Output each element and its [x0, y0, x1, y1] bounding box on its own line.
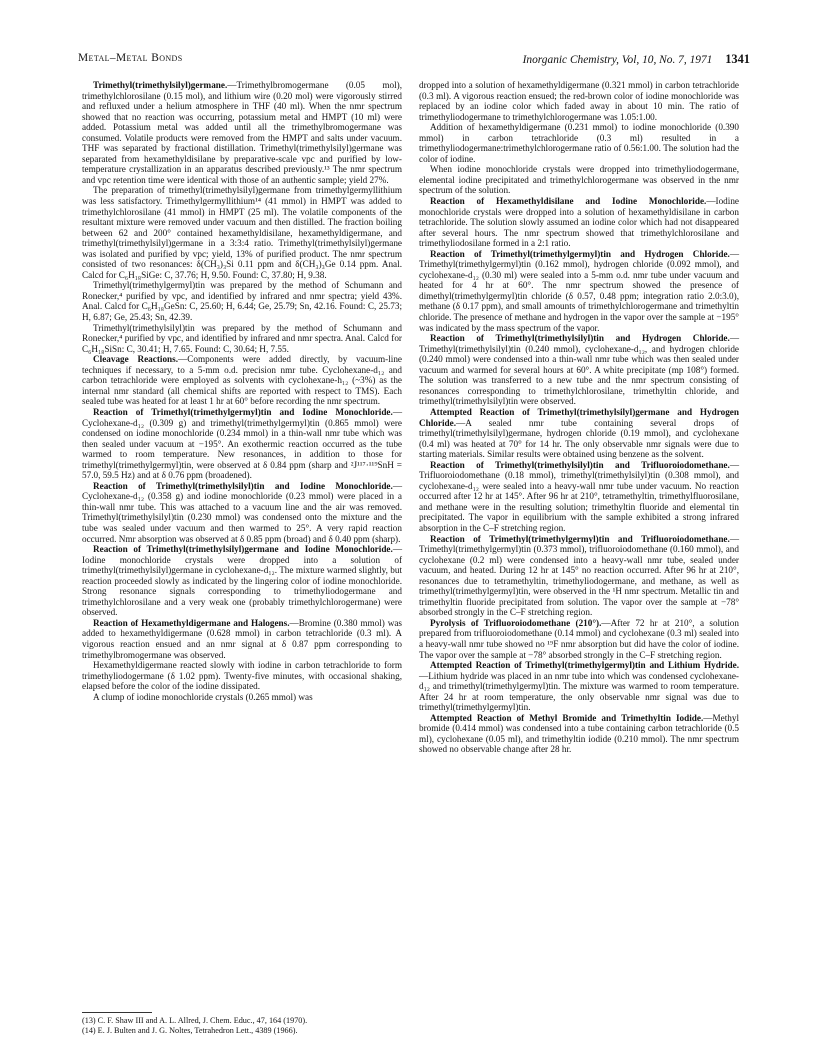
paragraph-text: —Iodine monochloride crystals were dropped into a solution of hexamethyldisilane in carbon tetrachloride. The solution slowly assumed an iodine color which had not disappeared after several hours. The nmr spectrum showed that trimethylchlorosilane and trimethyliodosilane formed in a 2:1 ratio.	[419, 196, 739, 249]
paragraph-text: —Trifluoroiodomethane (0.18 mmol), trimethyl(trimethylsilyl)tin (0.308 mmol), and cyclohexane-d₁₂ were sealed into a heavy-wall nmr tube under vacuum. No reaction occurred after 12 hr at 145°. After 96 hr at 210°, tetramethyltin, trimethylfluorosilane, and methane were in the resulting solution; trimethyltin fluoride and elemental tin precipitated. The vapor in equilibrium with the sample exhibited a strong infrared absorption in the C–F stretching region.	[419, 459, 739, 533]
paragraph-heading: Reaction of Trimethyl(trimethylsilyl)tin and Hydrogen Chloride.	[430, 333, 730, 344]
paragraph-text: —Trimethyl(trimethylsilyl)tin (0.240 mmol), cyclohexane-d₁₂, and hydrogen chloride (0.240 mmol) were condensed into a thin-wall nmr tube which was then sealed under vacuum and warmed for several hours at 60°. A white precipitate (mp 108°) formed. The solution was transferred to a new tube and the nmr spectrum consisting of resonances corresponding to trimethylchlorosilane, trimethyltin chloride, and trimethyl(trimethylsilyl)tin were observed.	[419, 333, 739, 407]
page-number: 1341	[725, 52, 750, 66]
paragraph	[82, 354, 402, 407]
paragraph	[419, 618, 739, 660]
paragraph-text: When iodine monochloride crystals were dropped into trimethyliodogermane, elemental iodine precipitated and trimethylchlorogermane was observed in the nmr spectrum of the solution.	[419, 164, 739, 196]
paragraph-text: The preparation of trimethyl(trimethylsilyl)germane from trimethylgermyllithium was less satisfactory. Trimethylgermyllithium¹⁴ (41 mmol) in HMPT was added to trimethylchlorosilane (41 mmol) in HMPT (25 ml). The volatile components of the resultant mixture were removed under vacuum and then distilled. The fraction boiling between 62 and 200° contained hexamethyldisilane, hexamethyldigermane, and trimethyl(trimethylsilyl)germane in a 3:3:4 ratio. Trimethyl(trimethylsilyl)germane was isolated and purified by vpc; yield, 13% of purified product. The nmr spectrum consisted of two resonances: δ(CH₃)₃Si 0.11 ppm and δ(CH₃)₃Ge 0.14 ppm. Anal. Calcd for C₆H₁₈SiGe: C, 37.76; H, 9.50. Found: C, 37.80; H, 9.38.	[82, 185, 402, 280]
journal-citation	[523, 52, 750, 67]
paragraph-text: Trimethyl(trimethylgermyl)tin was prepared by the method of Schumann and Ronecker,⁴ purified by vpc, and identified by infrared and nmr spectra; yield 43%. Anal. Calcd for C₆H₁₈GeSn: C, 25.60; H, 6.44; Ge, 25.79; Sn, 42.16. Found: C, 25.73; H, 6.87; Ge, 25.43; Sn, 42.39.	[82, 280, 402, 323]
paragraph-heading: Attempted Reaction of Trimethyl(trimethylsilyl)germane and Hydrogen Chloride.	[419, 406, 739, 428]
paragraph-heading: Pyrolysis of Trifluoroiodomethane (210°).	[430, 617, 602, 628]
paragraph-text: Trimethyl(trimethylsilyl)tin was prepared by the method of Schumann and Ronecker,⁴ purified by vpc, and identified by infrared and nmr spectra. Anal. Calcd for C₆H₁₈SiSn: C, 30.41; H, 7.65. Found: C, 30.64; H, 7.55.	[82, 322, 402, 354]
paragraph	[82, 185, 402, 280]
paragraph-heading: Reaction of Hexamethyldigermane and Halogens.	[93, 617, 290, 628]
paragraph	[419, 80, 739, 122]
paragraph	[419, 196, 739, 249]
paragraph-text: —Trimethyl(trimethylgermyl)tin (0.162 mmol), hydrogen chloride (0.092 mmol), and cyclohexane-d₁₂ (0.30 ml) were sealed into a 5-mm o.d. nmr tube under vacuum and heated for 4 hr at 60°. The nmr spectrum showed the presence of dimethyl(trimethylgermyl)tin chloride (δ 0.57, 0.48 ppm; integration ratio 2.0:3.0), methane (δ 0.17 ppm), and small amounts of trimethylchlorogermane and trimethyltin chloride. The presence of methane and hydrogen in the vapor over the sample at −195° was indicated by the mass spectrum of the vapor.	[419, 248, 739, 333]
paragraph	[419, 249, 739, 333]
paragraph-text: —Trimethylbromogermane (0.05 mol), trimethylchlorosilane (0.15 mol), and lithium wire (0.20 mol) were vigorously stirred and refluxed under a helium atmosphere in THF (40 ml). When the nmr spectrum showed that no reaction was occurring, potassium metal and HMPT (10 ml) were added. Potassium metal was added until all the trimethylbromogermane was consumed. Volatile products were removed from the HMPT and salts under vacuum. THF was separated by fractional distillation. Trimethyl(trimethylsilyl)germane was separated from hexamethyldisilane by preparative-scale vpc and purified by low-temperature crystallization in an apparatus described previously.¹³ The nmr spectrum and vpc retention time were identical with those of an authentic sample; yield 27%.	[82, 80, 402, 185]
paragraph-text: —Bromine (0.380 mmol) was added to hexamethyldigermane (0.628 mmol) in carbon tetrachloride (0.3 ml). A vigorous reaction ensued and an nmr signal at δ 0.87 ppm corresponding to trimethylbromogermane was observed.	[82, 617, 402, 660]
paragraph-text: —Cyclohexane-d₁₂ (0.309 g) and trimethyl(trimethylgermyl)tin (0.865 mmol) were condensed on iodine monochloride (0.234 mmol) in a thin-wall nmr tube which was then sealed under vacuum at −195°. An exothermic reaction occurred as the tube warmed to room temperature. New resonances, in addition to those for trimethyl(trimethylgermyl)tin, were observed at δ 0.84 ppm (sharp and ²J¹¹⁷·¹¹⁹SnH = 57.0, 59.5 Hz) and at δ 0.76 ppm (broadened).	[82, 406, 402, 481]
section-title: Metal–Metal Bonds	[78, 52, 183, 64]
paragraph-heading: Reaction of Hexamethyldisilane and Iodine Monochloride.	[430, 196, 707, 207]
footnote: (14) E. J. Bulten and J. G. Noltes, Tetrahedron Lett., 4389 (1966).	[82, 1025, 298, 1035]
paragraph	[82, 280, 402, 322]
paragraph-text: —Components were added directly, by vacuum-line techniques if necessary, to a 5-mm o.d. precision nmr tube. Cyclohexane-d₁₂ and carbon tetrachloride were employed as solvents with cyclohexane-h₁₂ (~3%) as the internal nmr standard (all chemical shifts are reported with respect to TMS). Each sealed tube was heated for at least 1 hr at 60° before recording the nmr spectrum.	[82, 354, 402, 407]
paragraph-heading: Cleavage Reactions.	[93, 354, 179, 365]
left-column	[82, 80, 402, 702]
paragraph-text: —Methyl bromide (0.414 mmol) was condensed into a tube containing carbon tetrachloride (0.5 ml), cyclohexane (0.05 ml), and trimethyltin iodide (0.210 mmol). The nmr spectrum showed no observable change after 28 hr.	[419, 712, 739, 755]
footnotes	[82, 1012, 402, 1035]
paragraph	[419, 460, 739, 534]
paragraph	[82, 407, 402, 481]
paragraph	[419, 534, 739, 618]
paragraph-text: —After 72 hr at 210°, a solution prepared from trifluoroiodomethane (0.14 mmol) and cyclohexane (0.3 ml) sealed into a heavy-wall nmr tube showed no ¹⁹F nmr absorption but did have the color of iodine. The vapor over the sample at −78° absorbed strongly in the C–F stretching region.	[419, 617, 739, 660]
paragraph	[419, 164, 739, 196]
paragraph-heading: Reaction of Trimethyl(trimethylgermyl)tin and Iodine Monochloride.	[93, 406, 393, 417]
paragraph	[82, 323, 402, 355]
right-column	[419, 80, 739, 755]
running-header	[78, 52, 750, 68]
paragraph	[419, 122, 739, 164]
paragraph-text: —Cyclohexane-d₁₂ (0.358 g) and iodine monochloride (0.23 mmol) were placed in a thin-wall nmr tube. This was attached to a vacuum line and the air was removed. Trimethyl(trimethylsilyl)tin (0.230 mmol) was condensed onto the mixture and the tube was sealed under vacuum and then warmed to 25°. A very rapid reaction occurred. Nmr absorption was observed at δ 0.85 ppm (broad) and δ 0.40 ppm (sharp).	[82, 480, 402, 544]
paragraph-text: Addition of hexamethyldigermane (0.231 mmol) to iodine monochloride (0.390 mmol) in carbon tetrachloride (0.3 ml) resulted in a trimethyliodogermane:trimethylchlorogermane ratio of 0.56:1.00. The solution had the color of iodine.	[419, 122, 739, 164]
paragraph-heading: Reaction of Trimethyl(trimethylgermyl)tin and Hydrogen Chloride.	[430, 248, 730, 259]
paragraph	[82, 660, 402, 692]
paragraph	[419, 407, 739, 460]
paragraph-heading: Reaction of Trimethyl(trimethylsilyl)tin and Iodine Monochloride.	[93, 480, 393, 491]
journal-name: Inorganic Chemistry, Vol, 10, No. 7, 1971	[522, 54, 713, 66]
paragraph-heading: Reaction of Trimethyl(trimethylsilyl)tin and Trifluoroiodomethane.	[430, 459, 730, 470]
paragraph	[419, 660, 739, 713]
paragraph-text: Hexamethyldigermane reacted slowly with iodine in carbon tetrachloride to form trimethyliodogermane (δ 1.02 ppm). Twenty-five minutes, with occasional shaking, elapsed before the color of the iodine dissipated.	[82, 660, 402, 692]
paragraph	[419, 713, 739, 755]
paragraph-heading: Trimethyl(trimethylsilyl)germane.	[93, 80, 228, 90]
paragraph-heading: Attempted Reaction of Methyl Bromide and Trimethyltin Iodide.	[430, 712, 704, 723]
footnote-rule	[82, 1012, 152, 1013]
paragraph	[82, 544, 402, 618]
paragraph-text: —Iodine monochloride crystals were dropped into a solution of trimethyl(trimethylsilyl)germane in cyclohexane-d₁₂. The mixture warmed slightly, but reaction proceeded slowly as indicated by the lingering color of iodine monochloride. Strong resonance signals corresponding to trimethyliodogermane and trimethylchlorosilane and a very weak one (probably trimethylchlorogermane) were observed.	[82, 544, 402, 618]
paragraph-text: —Lithium hydride was placed in an nmr tube into which was condensed cyclohexane-d₁₂ and trimethyl(trimethylgermyl)tin. The mixture was warmed to room temperature. After 24 hr at room temperature, the only observable nmr signal was due to trimethyl(trimethylgermyl)tin.	[419, 670, 739, 713]
paragraph	[82, 692, 402, 703]
paragraph	[82, 80, 402, 185]
paragraph-text: dropped into a solution of hexamethyldigermane (0.321 mmol) in carbon tetrachloride (0.3 ml). A vigorous reaction ensued; the red-brown color of iodine monochloride was replaced by an iodine color which faded away in about 10 min. The ratio of trimethyliodogermane to trimethylchlorogermane was 1.05:1.00.	[419, 80, 739, 122]
paragraph	[82, 481, 402, 544]
paragraph-heading: Reaction of Trimethyl(trimethylgermyl)tin and Trifluoroiodomethane.	[430, 533, 730, 544]
footnote: (13) C. F. Shaw III and A. L. Allred, J. Chem. Educ., 47, 164 (1970).	[82, 1016, 308, 1025]
paragraph-text: —Trimethyl(trimethylgermyl)tin (0.373 mmol), trifluoroiodomethane (0.160 mmol), and cyclohexane (0.2 ml) were condensed into a heavy-wall nmr tube, sealed under vacuum, and heated. During 12 hr at 145° no reaction occurred. After 96 hr at 210°, resonances due to tetramethyltin, trimethyliodogermane, and methane, as well as trimethyl(trimethylgermyl)tin, were observed in the ¹H nmr spectrum. Metallic tin and trimethyltin fluoride precipitated from solution. The vapor over the sample at −78° absorbed strongly in the C–F stretching region.	[419, 533, 739, 618]
paragraph	[82, 618, 402, 660]
paragraph-heading: Attempted Reaction of Trimethyl(trimethylgermyl)tin and Lithium Hydride.	[430, 660, 739, 671]
paragraph-text: —A sealed nmr tube containing several drops of trimethyl(trimethylsilyl)germane, hydrogen chloride (0.19 mmol), and cyclohexane (0.4 ml) was heated at 70° for 14 hr. The only observable nmr signals were due to starting materials. Similar results were obtained using benzene as the solvent.	[419, 417, 739, 460]
paragraph-text: A clump of iodine monochloride crystals (0.265 mmol) was	[93, 691, 313, 702]
paragraph	[419, 333, 739, 407]
paragraph-heading: Reaction of Trimethyl(trimethylsilyl)germane and Iodine Monochloride.	[93, 544, 393, 555]
